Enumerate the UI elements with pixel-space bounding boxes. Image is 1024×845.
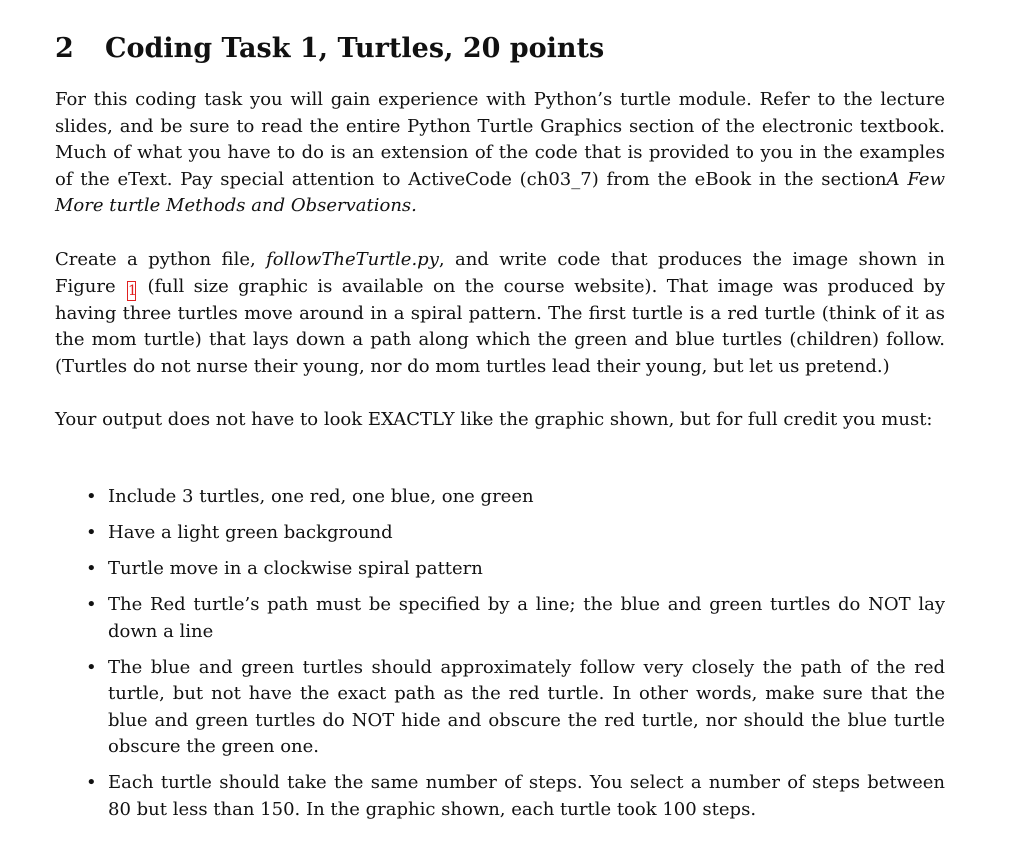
task-paragraph [55,247,945,380]
bullet: • [86,558,97,579]
list-item [55,592,945,645]
section-title: Coding Task 1, Turtles, 20 points [105,33,605,64]
bullet: • [86,594,97,615]
task-text-end: (full size graphic is available on the course website). That image was produced by having three turtles move around in a spiral pattern. The first turtle is a red turtle (think of it as the mom turtle) that lays down a path along which the green and blue turtles (children) follow. (Turtles do not nurse their young, nor do mom turtles lead their young, but let us pretend.) [55,275,945,377]
requirement-text: Turtle move in a clockwise spiral pattern [108,558,483,579]
bullet: • [86,772,97,793]
section-heading [55,30,604,68]
figure-reference-link[interactable]: 1 [128,282,137,299]
intro-text: For this coding task you will gain experience with Python’s turtle module. Refer to the lecture slides, and be sure to read the entire Python Turtle Graphics section of the electronic textbook. Much of what you have to do is an extension of the code that is provided to you in the examples of the eText. Pay special attention to ActiveCode (ch03_7) from the eBook in the section [55,89,945,190]
requirement-text: The Red turtle’s path must be specified by a line; the blue and green turtles do NOT lay down a line [108,594,945,642]
list-item [55,655,945,761]
requirement-text: Have a light green background [108,522,393,543]
bullet: • [86,656,97,678]
requirement-text: The blue and green turtles should approximately follow very closely the path of the red turtle, but not have the exact path as the red turtle. In other words, make sure that the blue and green turtles do NOT hide and obscure the red turtle, nor should the blue turtle obscure the green one. [108,656,945,757]
intro-paragraph [55,87,945,220]
requirement-text: Each turtle should take the same number of steps. You select a number of steps between 80 but less than 150. In the graphic shown, each turtle took 100 steps. [108,772,945,820]
list-item [55,770,945,823]
task-filename: followTheTurtle.py [266,249,439,270]
section-number: 2 [55,33,74,64]
requirement-text: Include 3 turtles, one red, one blue, one green [108,486,534,507]
intro-section-name: A Few More turtle Methods and Observations. [55,168,945,216]
credit-paragraph: Your output does not have to look EXACTLY like the graphic shown, but for full credit you must: [55,409,933,430]
bullet: • [86,486,97,507]
bullet: • [86,522,97,543]
requirements-list [55,484,945,833]
task-text-figure: , and write code that produces the image shown in Figure [55,249,945,297]
list-item [55,556,945,583]
list-item [55,520,945,547]
task-text-start: Create a python file, [55,249,267,270]
list-item [55,484,945,511]
